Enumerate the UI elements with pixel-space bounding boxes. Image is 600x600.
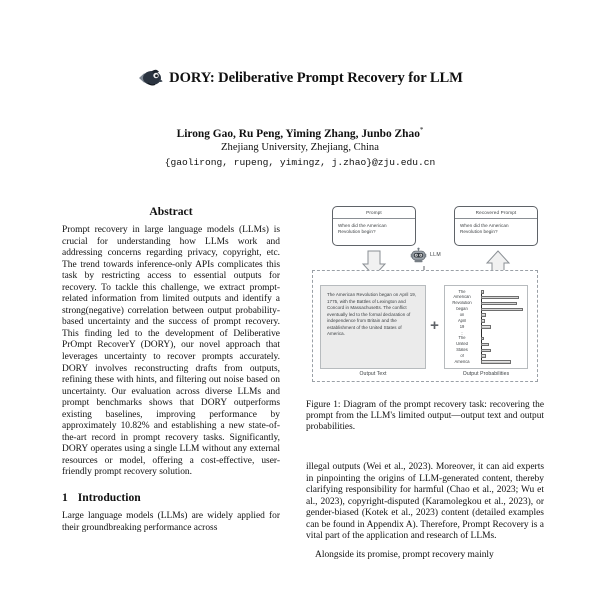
output-probabilities-panel [444,285,528,369]
plus-icon: + [430,317,439,334]
chart-bar-rows [445,290,527,365]
abstract-heading: Abstract [149,205,193,218]
chart-bar-track [481,343,527,347]
chart-bar-label: 19 [459,324,465,329]
chart-bar-track [481,296,527,300]
prompt-box-header: Prompt [333,207,415,219]
chart-bar-label: States [456,348,468,353]
chart-bar-row [445,342,527,347]
chart-bar-track [481,313,527,317]
chart-bar-track [481,354,527,358]
chart-bar-row [445,290,527,295]
chart-bar-label: United [456,342,468,347]
chart-bar-label: Revolution [452,301,472,306]
chart-bar-label: America [454,359,470,364]
contact-email: {gaolirong, rupeng, yimingz, j.zhao}@zju.edu.cn [164,157,436,168]
chart-bar-row [445,313,527,318]
chart-bar-label: The [458,336,466,341]
prompt-box [332,206,416,246]
chart-bar-label: April [457,318,467,323]
chart-bar-track [481,319,527,323]
chart-bar-track [481,302,527,306]
chart-bar-row [445,301,527,306]
chart-bar [481,343,489,347]
chart-bar [481,360,511,364]
chart-bar [481,308,523,312]
page-title: DORY: Deliberative Prompt Recovery for LLM [169,69,463,86]
chart-bar-row [445,319,527,324]
probability-bar-chart [445,286,527,368]
chart-bar-row [445,354,527,359]
chart-bar-label: ⋮ [459,330,465,336]
output-text-panel [320,285,426,369]
output-text-body: The American Revolution began on April 19, 1775, with the Battles of Lexington and Concord in Massachusetts. The conflict eventually led to the formal declaration of independence from Britain and the establishment of the United States of America. [327,292,417,337]
chart-bar [481,354,486,358]
robot-icon [410,247,427,264]
chart-bar-track [481,360,527,364]
chart-bar [481,337,484,341]
figure-1 [306,196,544,392]
chart-bar [481,325,491,329]
output-probabilities-caption: Output Probabilities [462,371,510,377]
chart-bar-row [445,348,527,353]
llm-label: LLM [430,252,441,258]
chart-bar-track [481,308,527,312]
chart-bar-row [445,360,527,365]
chart-bar-track [481,325,527,329]
title-row [0,68,600,88]
chart-bar-track [481,337,527,341]
chart-bar [481,302,517,306]
recovered-prompt-header: Recovered Prompt [455,207,537,219]
chart-bar-row [445,295,527,300]
chart-bar-track [481,290,527,294]
recovered-prompt-body: When did the American Revolution begin? [460,222,509,234]
affiliation: Zhejiang University, Zhejiang, China [221,142,379,153]
chart-bar-label: of [460,353,464,358]
chart-bar [481,296,519,300]
chart-bar [481,313,486,317]
chart-bar [481,290,484,294]
prompt-box-body: When did the American Revolution begin? [338,222,387,234]
chart-bar-row [445,325,527,330]
introduction-number: 1 [62,491,68,505]
abstract-body: Prompt recovery in large language models (LLMs) is crucial for understanding how LLMs work and addressing concerns regarding privacy, copyright, etc. The trend towards inference-only APIs complicates this task by restricting access to essential outputs for recovery. To tackle this challenge, we extract prompt-related information from limited outputs and identify a strong(negative) correlation between output probability-based uncertainty and the success of prompt recovery. This finding led to the development of Deliberative PrOmpt RecoverY (DORY), our novel approach that leverages uncertainty to recover prompts accurately. DORY involves reconstructing drafts from outputs, refining these with hints, and filtering out noise based on uncertainty. Our evaluation across diverse LLMs and prompt benchmarks shows that DORY outperforms existing baselines, improving performance by approximately 10.82% and establishing a new state-of-the-art record in prompt recovery tasks. Significantly, DORY operates using a single LLM without any external resources or model, offering a cost-effective, user-friendly prompt recovery solution. [62,225,280,478]
figure-caption: Figure 1: Diagram of the prompt recovery task: recovering the prompt from the LLM's limited output—output text and output probabilities. [306,400,544,433]
recovered-prompt-box [454,206,538,246]
chart-bar-label: The [458,289,466,294]
chart-bar-label: American [453,295,471,300]
chart-bar-track [481,349,527,353]
chart-bar [481,349,491,353]
chart-bar [481,319,485,323]
introduction-heading [62,491,280,504]
authors-names: Lirong Gao, Ru Peng, Yiming Zhang, Junbo Zhao [176,127,420,140]
introduction-body: Large language models (LLMs) are widely applied for their groundbreaking performance across [62,511,280,533]
output-text-caption: Output Text [359,371,387,377]
authors-line [0,126,600,140]
author-footnote-marker: * [419,126,424,134]
chart-bar-row [445,336,527,341]
fish-icon [137,68,163,88]
chart-bar-row [445,331,527,336]
introduction-title: Introduction [77,491,141,505]
chart-bar-row [445,307,527,312]
right-column-body [306,462,544,594]
right-column-next-paragraph: Alongside its promise, prompt recovery mainly [315,549,494,560]
chart-bar-label: began [456,307,468,312]
chart-bar-label: on [459,312,465,317]
right-column [306,196,544,392]
left-column [62,205,280,590]
right-column-paragraph: illegal outputs (Wei et al., 2023). Moreover, it can aid experts in pinpointing the origins of LLM-generated content, thereby clarifying responsibility for harmful (Chao et al., 2023; Wu et al., 2023), copyright-disputed (Karamolegkou et al., 2023), or gender-biased (Kotek et al., 2023) content (detailed examples can be found in Appendix A). Therefore, Prompt Recovery is a vital part of the application and research of LLMs. [306,462,544,542]
